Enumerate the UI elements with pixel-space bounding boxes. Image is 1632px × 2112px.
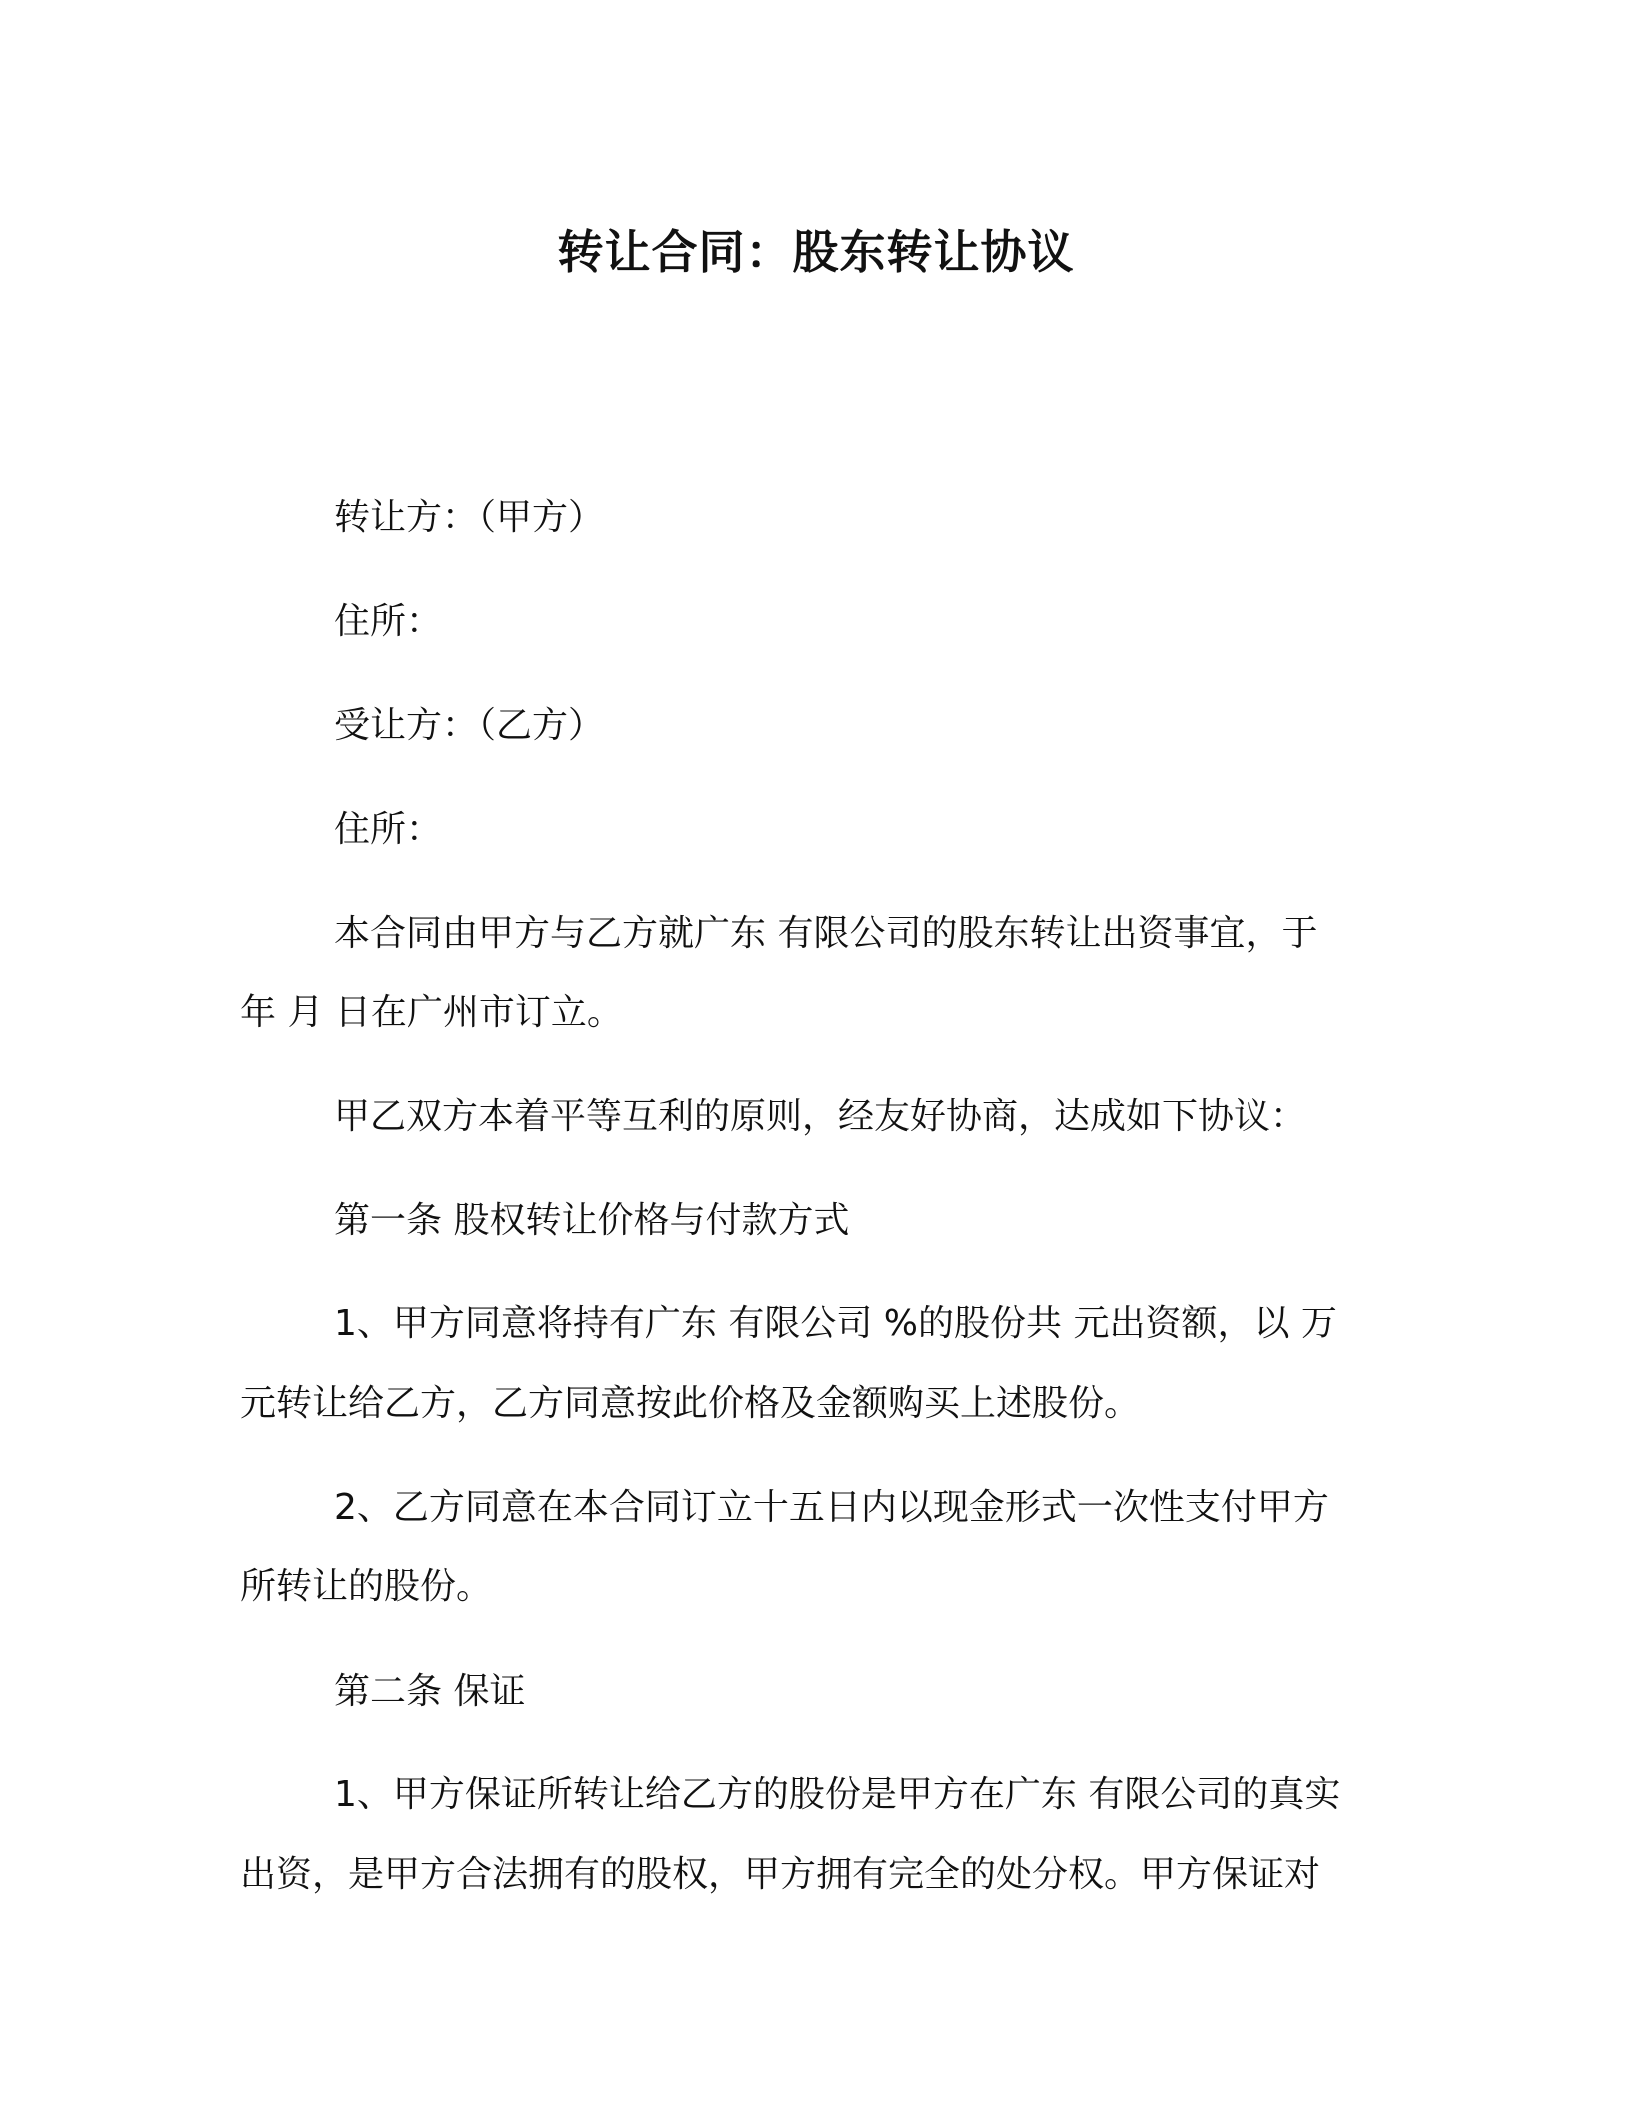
paragraph-line: 出资，是甲方合法拥有的股权，甲方拥有完全的处分权。甲方保证对 xyxy=(240,1854,1321,1895)
paragraph-line: 1、甲方同意将持有广东 有限公司 %的股份共 元出资额，以 万 xyxy=(334,1303,1337,1344)
document-title: 转让合同：股东转让协议 xyxy=(557,225,1075,279)
section-heading: 第一条 股权转让价格与付款方式 xyxy=(334,1200,850,1241)
paragraph-line: 本合同由甲方与乙方就广东 有限公司的股东转让出资事宜，于 xyxy=(334,913,1318,954)
paragraph-line: 年 月 日在广州市订立。 xyxy=(240,992,623,1033)
paragraph-line: 甲乙双方本着平等互利的原则，经友好协商，达成如下协议： xyxy=(334,1096,1307,1137)
paragraph-line: 2、乙方同意在本合同订立十五日内以现金形式一次性支付甲方 xyxy=(334,1487,1329,1528)
transferor-address-line: 住所： xyxy=(334,601,443,642)
transferor-line: 转让方：（甲方） xyxy=(334,497,605,538)
transferee-line: 受让方：（乙方） xyxy=(334,705,605,746)
paragraph-line: 所转让的股份。 xyxy=(240,1566,493,1607)
transferee-address-line: 住所： xyxy=(334,809,443,850)
paragraph-line: 1、甲方保证所转让给乙方的股份是甲方在广东 有限公司的真实 xyxy=(334,1774,1341,1815)
section-heading: 第二条 保证 xyxy=(334,1671,526,1712)
paragraph-line: 元转让给乙方，乙方同意按此价格及金额购买上述股份。 xyxy=(240,1383,1141,1424)
